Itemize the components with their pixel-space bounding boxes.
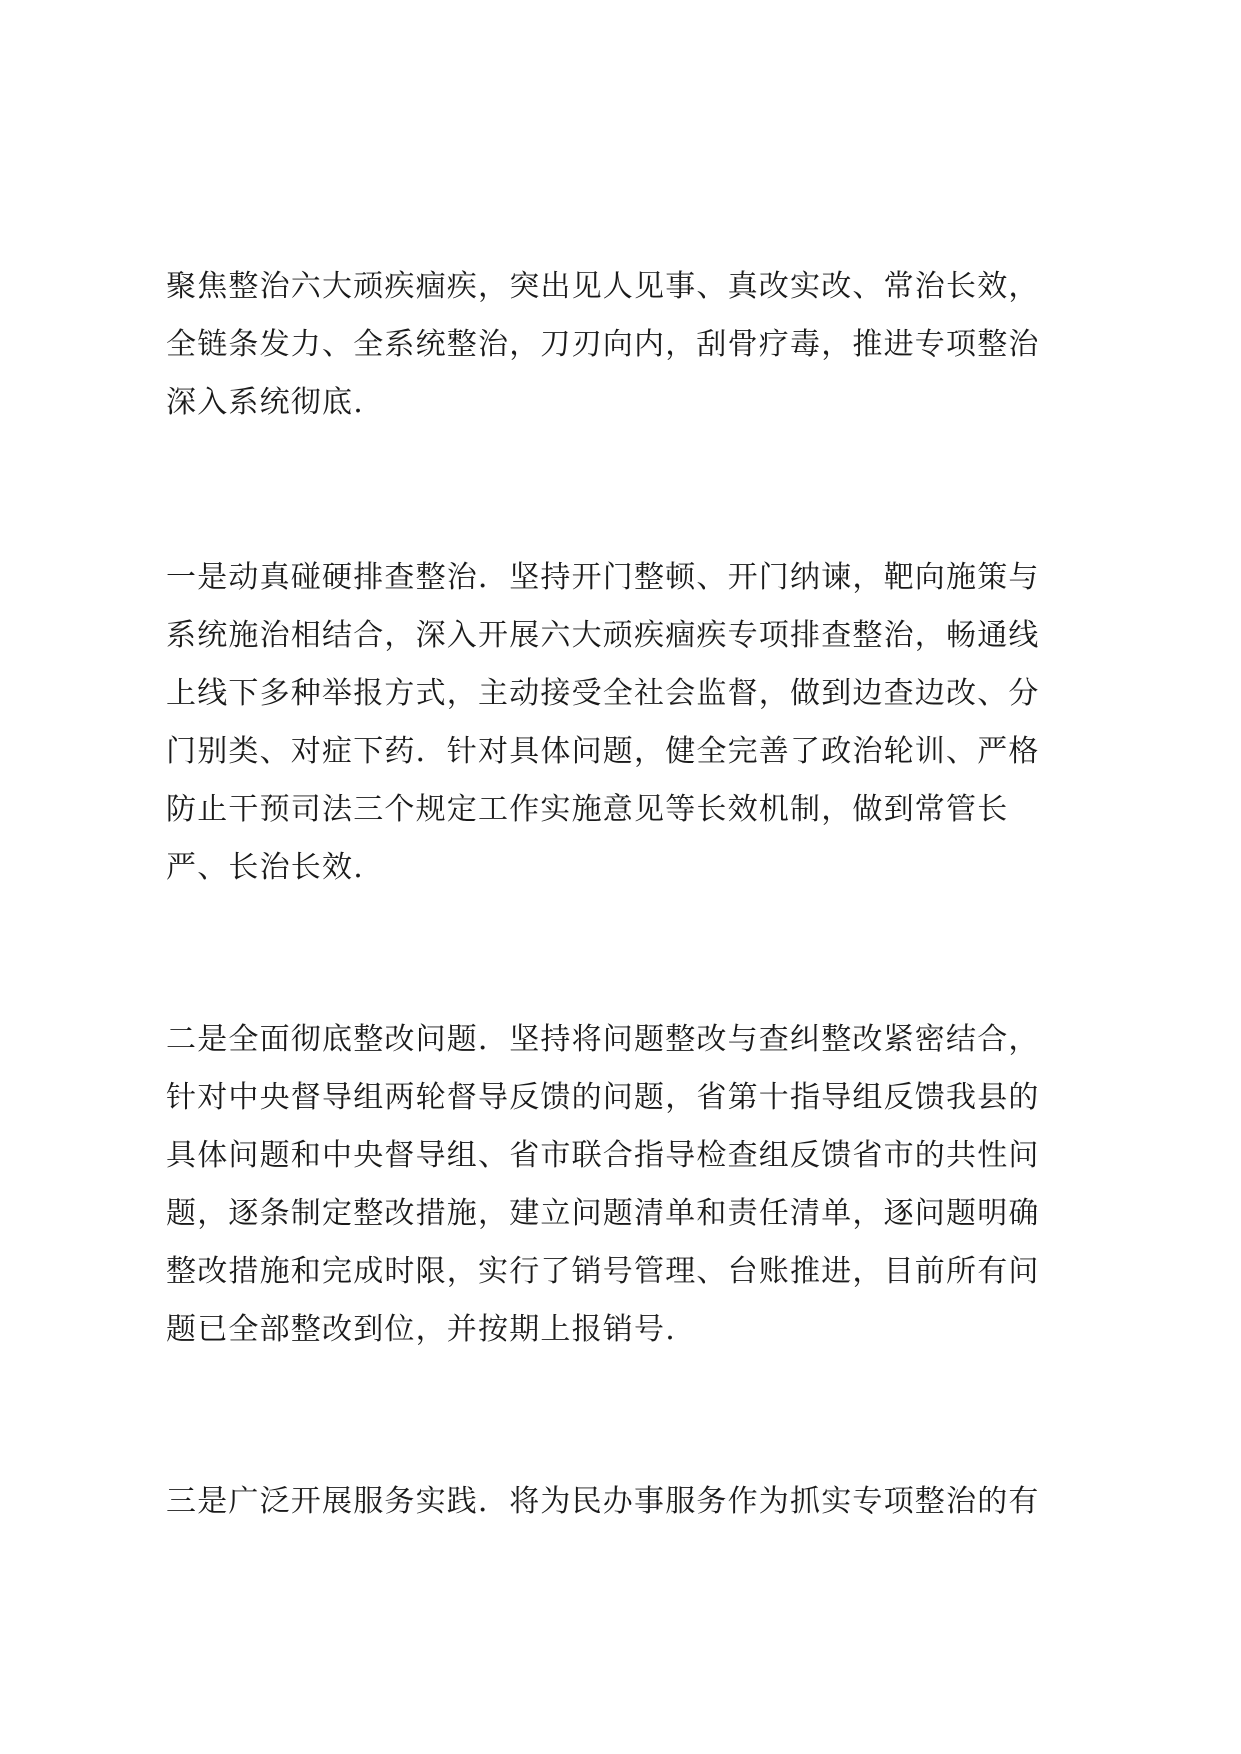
paragraph-line: 严、长治长效. <box>166 850 364 885</box>
paragraph-line: 二是全面彻底整改问题．坚持将问题整改与查纠整改紧密结合， <box>166 1022 1040 1057</box>
paragraph-line: 门别类、对症下药．针对具体问题，健全完善了政治轮训、严格 <box>166 734 1040 769</box>
paragraph-point-one <box>166 549 1096 897</box>
paragraph-point-two <box>166 1011 1096 1359</box>
paragraph-line: 一是动真碰硬排查整治．坚持开门整顿、开门纳谏，靶向施策与 <box>166 560 1040 595</box>
paragraph-point-three <box>166 1473 1096 1531</box>
paragraph-line: 三是广泛开展服务实践．将为民办事服务作为抓实专项整治的有 <box>166 1484 1040 1519</box>
paragraph-line: 深入系统彻底. <box>166 385 364 420</box>
paragraph-line: 系统施治相结合，深入开展六大顽疾痼疾专项排查整治，畅通线 <box>166 618 1040 653</box>
paragraph-intro <box>166 258 1096 432</box>
paragraph-line: 防止干预司法三个规定工作实施意见等长效机制，做到常管长 <box>166 792 1009 827</box>
paragraph-line: 具体问题和中央督导组、省市联合指导检查组反馈省市的共性问 <box>166 1138 1040 1173</box>
paragraph-line: 聚焦整治六大顽疾痼疾，突出见人见事、真改实改、常治长效， <box>166 269 1040 304</box>
paragraph-line: 全链条发力、全系统整治，刀刃向内，刮骨疗毒，推进专项整治 <box>166 327 1040 362</box>
paragraph-line: 针对中央督导组两轮督导反馈的问题，省第十指导组反馈我县的 <box>166 1080 1040 1115</box>
paragraph-line: 题，逐条制定整改措施，建立问题清单和责任清单，逐问题明确 <box>166 1196 1040 1231</box>
paragraph-line: 上线下多种举报方式，主动接受全社会监督，做到边查边改、分 <box>166 676 1040 711</box>
paragraph-line: 题已全部整改到位，并按期上报销号. <box>166 1312 676 1347</box>
paragraph-line: 整改措施和完成时限，实行了销号管理、台账推进，目前所有问 <box>166 1254 1040 1289</box>
